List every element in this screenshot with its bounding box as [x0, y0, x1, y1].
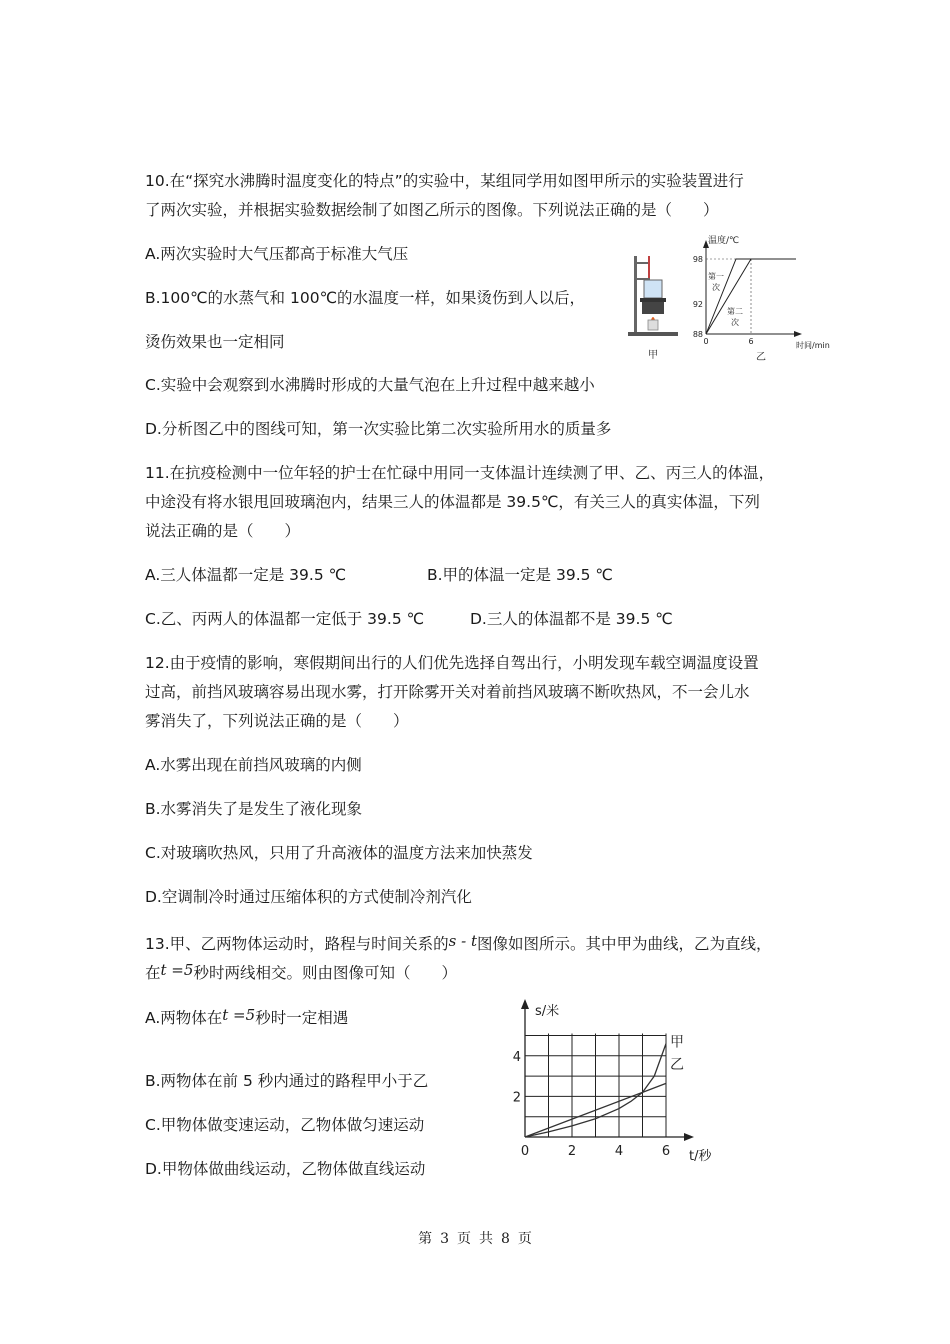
q12-stem-line1: 12.由于疫情的影响，寒假期间出行的人们优先选择自驾出行，小明发现车载空调温度设置 — [145, 654, 759, 672]
q12-option-b: B.水雾消失了是发生了液化现象 — [145, 800, 363, 818]
q10-stem-line1: 10.在“探究水沸腾时温度变化的特点”的实验中，某组同学用如图甲所示的实验装置进行 — [145, 172, 744, 190]
stand-rod — [634, 256, 637, 334]
temp-y-tick-2: 98 — [692, 255, 703, 264]
boiling-apparatus-figure — [622, 248, 682, 363]
figure-yi-label: 乙 — [756, 352, 766, 363]
footer-prefix: 第 — [418, 1231, 433, 1247]
q10-option-b-line2: 烫伤效果也一定相同 — [145, 333, 285, 351]
temp-y-tick-0: 88 — [692, 330, 703, 339]
footer-page-number: 3 — [440, 1231, 449, 1247]
q12-stem-line2: 过高，前挡风玻璃容易出现水雾，打开除雾开关对着前挡风玻璃不断吹热风，不一会儿水 — [145, 683, 750, 701]
temp-axis-label: 温度/℃ — [708, 236, 740, 246]
st-x-tick-3: 6 — [661, 1144, 671, 1159]
st-y-label: s/米 — [535, 1004, 560, 1019]
temp-series-label-0-b: 次 — [712, 283, 720, 292]
q13-stem-line2-b: 秒时两线相交。则由图像可知（ ） — [193, 964, 457, 982]
temp-series-label-1-b: 次 — [731, 318, 739, 327]
q13-stem-line2 — [145, 960, 457, 983]
beaker — [644, 280, 662, 298]
q11-stem-line2: 中途没有将水银甩回玻璃泡内，结果三人的体温都是 39.5℃，有关三人的真实体温，下列 — [145, 493, 760, 511]
q13-stem-line1-a: 13.甲、乙两物体运动时，路程与时间关系的 — [145, 935, 449, 953]
wire-gauze — [640, 298, 666, 302]
q13-stem-line1-b: 图像如图所示。其中甲为曲线，乙为直线， — [477, 935, 772, 953]
stand-ring — [642, 302, 664, 314]
st-y-tick-0: 2 — [512, 1090, 521, 1106]
alcohol-lamp — [648, 320, 658, 330]
q13-option-a-math: t =5 — [222, 1006, 256, 1024]
q10-stem-line2: 了两次实验，并根据实验数据绘制了如图乙所示的图像。下列说法正确的是（ ） — [145, 201, 719, 219]
figure-jia-label: 甲 — [648, 350, 658, 361]
q11-option-c: C.乙、丙两人的体温都一定低于 39.5 ℃ — [145, 610, 425, 628]
q12-option-a: A.水雾出现在前挡风玻璃的内侧 — [145, 756, 362, 774]
temperature-chart-svg — [690, 230, 850, 365]
q10-option-c: C.实验中会观察到水沸腾时形成的大量气泡在上升过程中越来越小 — [145, 376, 595, 394]
page-footer — [0, 1228, 950, 1248]
temp-y-tick-1: 92 — [692, 300, 703, 309]
q13-stem-line1 — [145, 931, 772, 954]
q11-option-a: A.三人体温都一定是 39.5 ℃ — [145, 566, 347, 584]
q10-option-b-line1: B.100℃的水蒸气和 100℃的水温度一样，如果烫伤到人以后， — [145, 289, 585, 307]
q13-t5-math: t =5 — [160, 961, 194, 979]
st-x-tick-0: 0 — [520, 1144, 530, 1159]
footer-suffix: 页 — [517, 1231, 532, 1247]
q11-option-d: D.三人的体温都不是 39.5 ℃ — [470, 610, 673, 628]
q13-option-a — [145, 1005, 348, 1028]
q10-option-d: D.分析图乙中的图线可知，第一次实验比第二次实验所用水的质量多 — [145, 420, 612, 438]
q10-option-a: A.两次实验时大气压都高于标准大气压 — [145, 245, 409, 263]
footer-middle: 页 — [457, 1231, 471, 1247]
time-axis-label: 时间/min — [796, 341, 830, 350]
q12-stem-line3: 雾消失了，下列说法正确的是（ ） — [145, 712, 409, 730]
footer-total-pages: 8 — [501, 1231, 510, 1247]
q11-stem-line3: 说法正确的是（ ） — [145, 522, 301, 540]
footer-gong: 共 — [479, 1231, 493, 1247]
temp-series-label-0-a: 第一 — [708, 272, 724, 281]
q12-option-d: D.空调制冷时通过压缩体积的方式使制冷剂汽化 — [145, 888, 472, 906]
st-y-arrow — [521, 999, 529, 1009]
temp-x-tick-0: 0 — [703, 337, 709, 346]
temperature-time-graph — [690, 230, 850, 365]
st-y-tick-1: 4 — [512, 1049, 521, 1065]
stand-base — [628, 332, 678, 336]
q13-option-b: B.两物体在前 5 秒内通过的路程甲小于乙 — [145, 1072, 429, 1090]
q11-stem-line1: 11.在抗疫检测中一位年轻的护士在忙碌中用同一支体温计连续测了甲、乙、丙三人的体温， — [145, 464, 775, 482]
temp-series-label-1-a: 第二 — [727, 307, 743, 316]
distance-time-graph — [505, 995, 730, 1170]
st-chart-svg — [505, 995, 730, 1170]
q11-option-b: B.甲的体温一定是 39.5 ℃ — [427, 566, 613, 584]
flame — [651, 317, 655, 320]
st-series-label-yi: 乙 — [670, 1056, 684, 1073]
q12-option-c: C.对玻璃吹热风，只用了升高液体的温度方法来加快蒸发 — [145, 844, 533, 862]
q13-st-math: s - t — [448, 932, 477, 950]
q13-option-c: C.甲物体做变速运动，乙物体做匀速运动 — [145, 1116, 425, 1134]
st-x-tick-1: 2 — [567, 1144, 577, 1159]
st-x-arrow — [684, 1133, 694, 1141]
q13-option-a-post: 秒时一定相遇 — [255, 1009, 349, 1027]
boiling-apparatus-drawing — [622, 248, 682, 363]
temp-x-tick-1: 6 — [748, 337, 754, 346]
st-series-label-jia: 甲 — [670, 1034, 684, 1051]
q13-option-d: D.甲物体做曲线运动，乙物体做直线运动 — [145, 1160, 426, 1178]
st-x-label: t/秒 — [689, 1149, 712, 1164]
q13-stem-line2-a: 在 — [145, 964, 161, 982]
st-x-tick-2: 4 — [614, 1144, 624, 1159]
q13-option-a-pre: A.两物体在 — [145, 1009, 223, 1027]
temp-x-arrow — [794, 331, 802, 337]
